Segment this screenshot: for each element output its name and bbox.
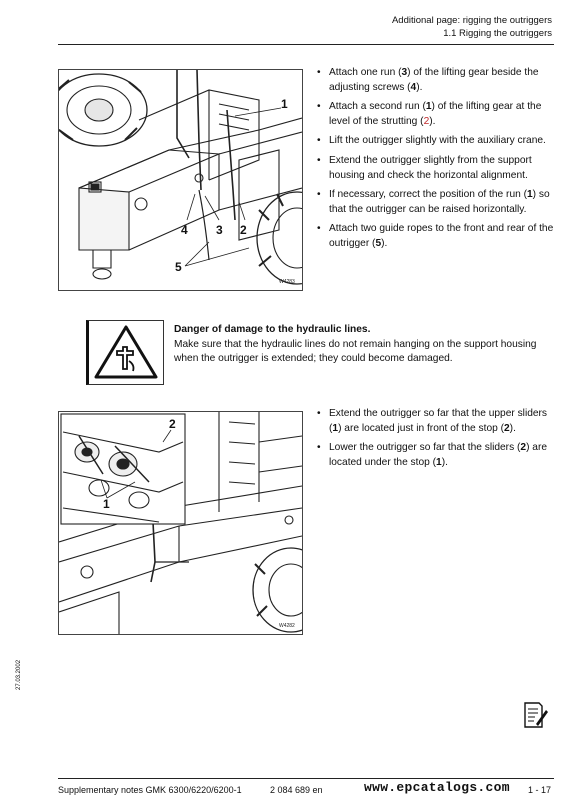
warning-box	[86, 320, 164, 385]
outrigger-slider-drawing	[59, 412, 302, 634]
step-text: ) of the lifting gear at the level of the strutting (	[329, 101, 542, 127]
footer-rule	[58, 778, 554, 779]
step-text: Lift the outrigger slightly with the auxiliary crane.	[329, 135, 546, 147]
instruction-step	[317, 188, 555, 217]
figure-code: W4282	[279, 623, 295, 629]
warning-text: Make sure that the hydraulic lines do not remain hanging on the support housing when the outrigger is extended; they could become damaged.	[174, 339, 537, 365]
step-text: ).	[441, 456, 448, 468]
bullet-icon: •	[317, 223, 321, 235]
item-reference: 1	[527, 189, 533, 201]
instruction-step	[317, 222, 555, 251]
page-number: 1 - 17	[528, 785, 552, 795]
rigging-steps-list	[317, 66, 555, 257]
bullet-icon: •	[317, 189, 321, 201]
item-reference: 2	[504, 422, 510, 434]
step-text: ) are located under the stop (	[329, 442, 548, 468]
figure-code: W4283	[279, 279, 295, 285]
instruction-step	[317, 154, 555, 183]
callout-4: 4	[181, 223, 188, 237]
bullet-icon: •	[317, 442, 321, 454]
step-text: If necessary, correct the position of the run (	[329, 189, 527, 201]
page-header	[392, 14, 552, 40]
step-text: ).	[509, 422, 516, 434]
item-reference: 4	[410, 81, 417, 93]
step-text: ).	[429, 115, 436, 127]
item-reference: 5	[375, 237, 382, 249]
step-text: ).	[381, 237, 388, 249]
slider-steps-list	[317, 407, 555, 475]
header-section-title: Additional page: rigging the outriggers	[391, 15, 552, 26]
instruction-step	[317, 66, 555, 95]
item-reference: 1	[332, 422, 339, 434]
footer-document-number: 2 084 689 en	[270, 785, 323, 795]
outrigger-lifting-drawing	[59, 70, 302, 290]
bullet-icon: •	[317, 67, 321, 78]
bullet-icon: •	[317, 135, 321, 147]
header-rule	[58, 44, 554, 45]
item-reference: 1	[425, 101, 432, 113]
item-reference: 3	[401, 67, 408, 78]
callout-2: 2	[169, 417, 176, 431]
callout-3: 3	[216, 223, 223, 237]
step-text: ) are located just in front of the stop (	[338, 422, 504, 434]
revision-date: 27.03.2002	[16, 659, 22, 690]
bullet-icon: •	[317, 154, 321, 166]
callout-5: 5	[175, 260, 182, 274]
step-text: ) of the lifting gear beside the adjusting screws (	[329, 67, 539, 93]
item-reference-highlight: 2	[423, 115, 430, 127]
instruction-step	[317, 441, 555, 470]
step-text: Attach a second run (	[329, 101, 426, 113]
callout-1: 1	[281, 97, 288, 111]
footer-document-title: Supplementary notes GMK 6300/6220/6200-1	[58, 785, 242, 795]
bullet-icon: •	[317, 101, 321, 113]
instruction-step	[317, 134, 555, 149]
step-text: Extend the outrigger slightly from the support housing and check the horizontal alignment.	[329, 154, 532, 181]
step-text: ) so that the outrigger can be raised horizontally.	[329, 189, 550, 215]
item-reference: 2	[520, 442, 527, 454]
step-text: ).	[416, 81, 423, 93]
instruction-step	[317, 407, 555, 436]
footer-website: www.epcatalogs.com	[364, 780, 510, 795]
outrigger-slider-figure	[58, 411, 303, 635]
warning-title: Danger of damage to the hydraulic lines.	[174, 324, 371, 335]
outrigger-lifting-figure	[58, 69, 303, 291]
item-reference: 1	[436, 456, 442, 468]
step-text: Extend the outrigger so far that the upper sliders (	[329, 408, 548, 434]
callout-1: 1	[103, 497, 110, 511]
step-text: Lower the outrigger so far that the sliders (	[329, 442, 521, 454]
step-text: Attach two guide ropes to the front and rear of the outrigger (	[329, 223, 554, 249]
bullet-icon: •	[317, 408, 321, 419]
callout-2: 2	[240, 223, 247, 237]
step-text: Attach one run (	[329, 67, 402, 78]
header-subsection-title: 1.1 Rigging the outriggers	[443, 28, 552, 39]
notepad-pencil-icon	[522, 700, 548, 730]
instruction-step	[317, 100, 555, 129]
warning-triangle-icon	[89, 321, 163, 384]
